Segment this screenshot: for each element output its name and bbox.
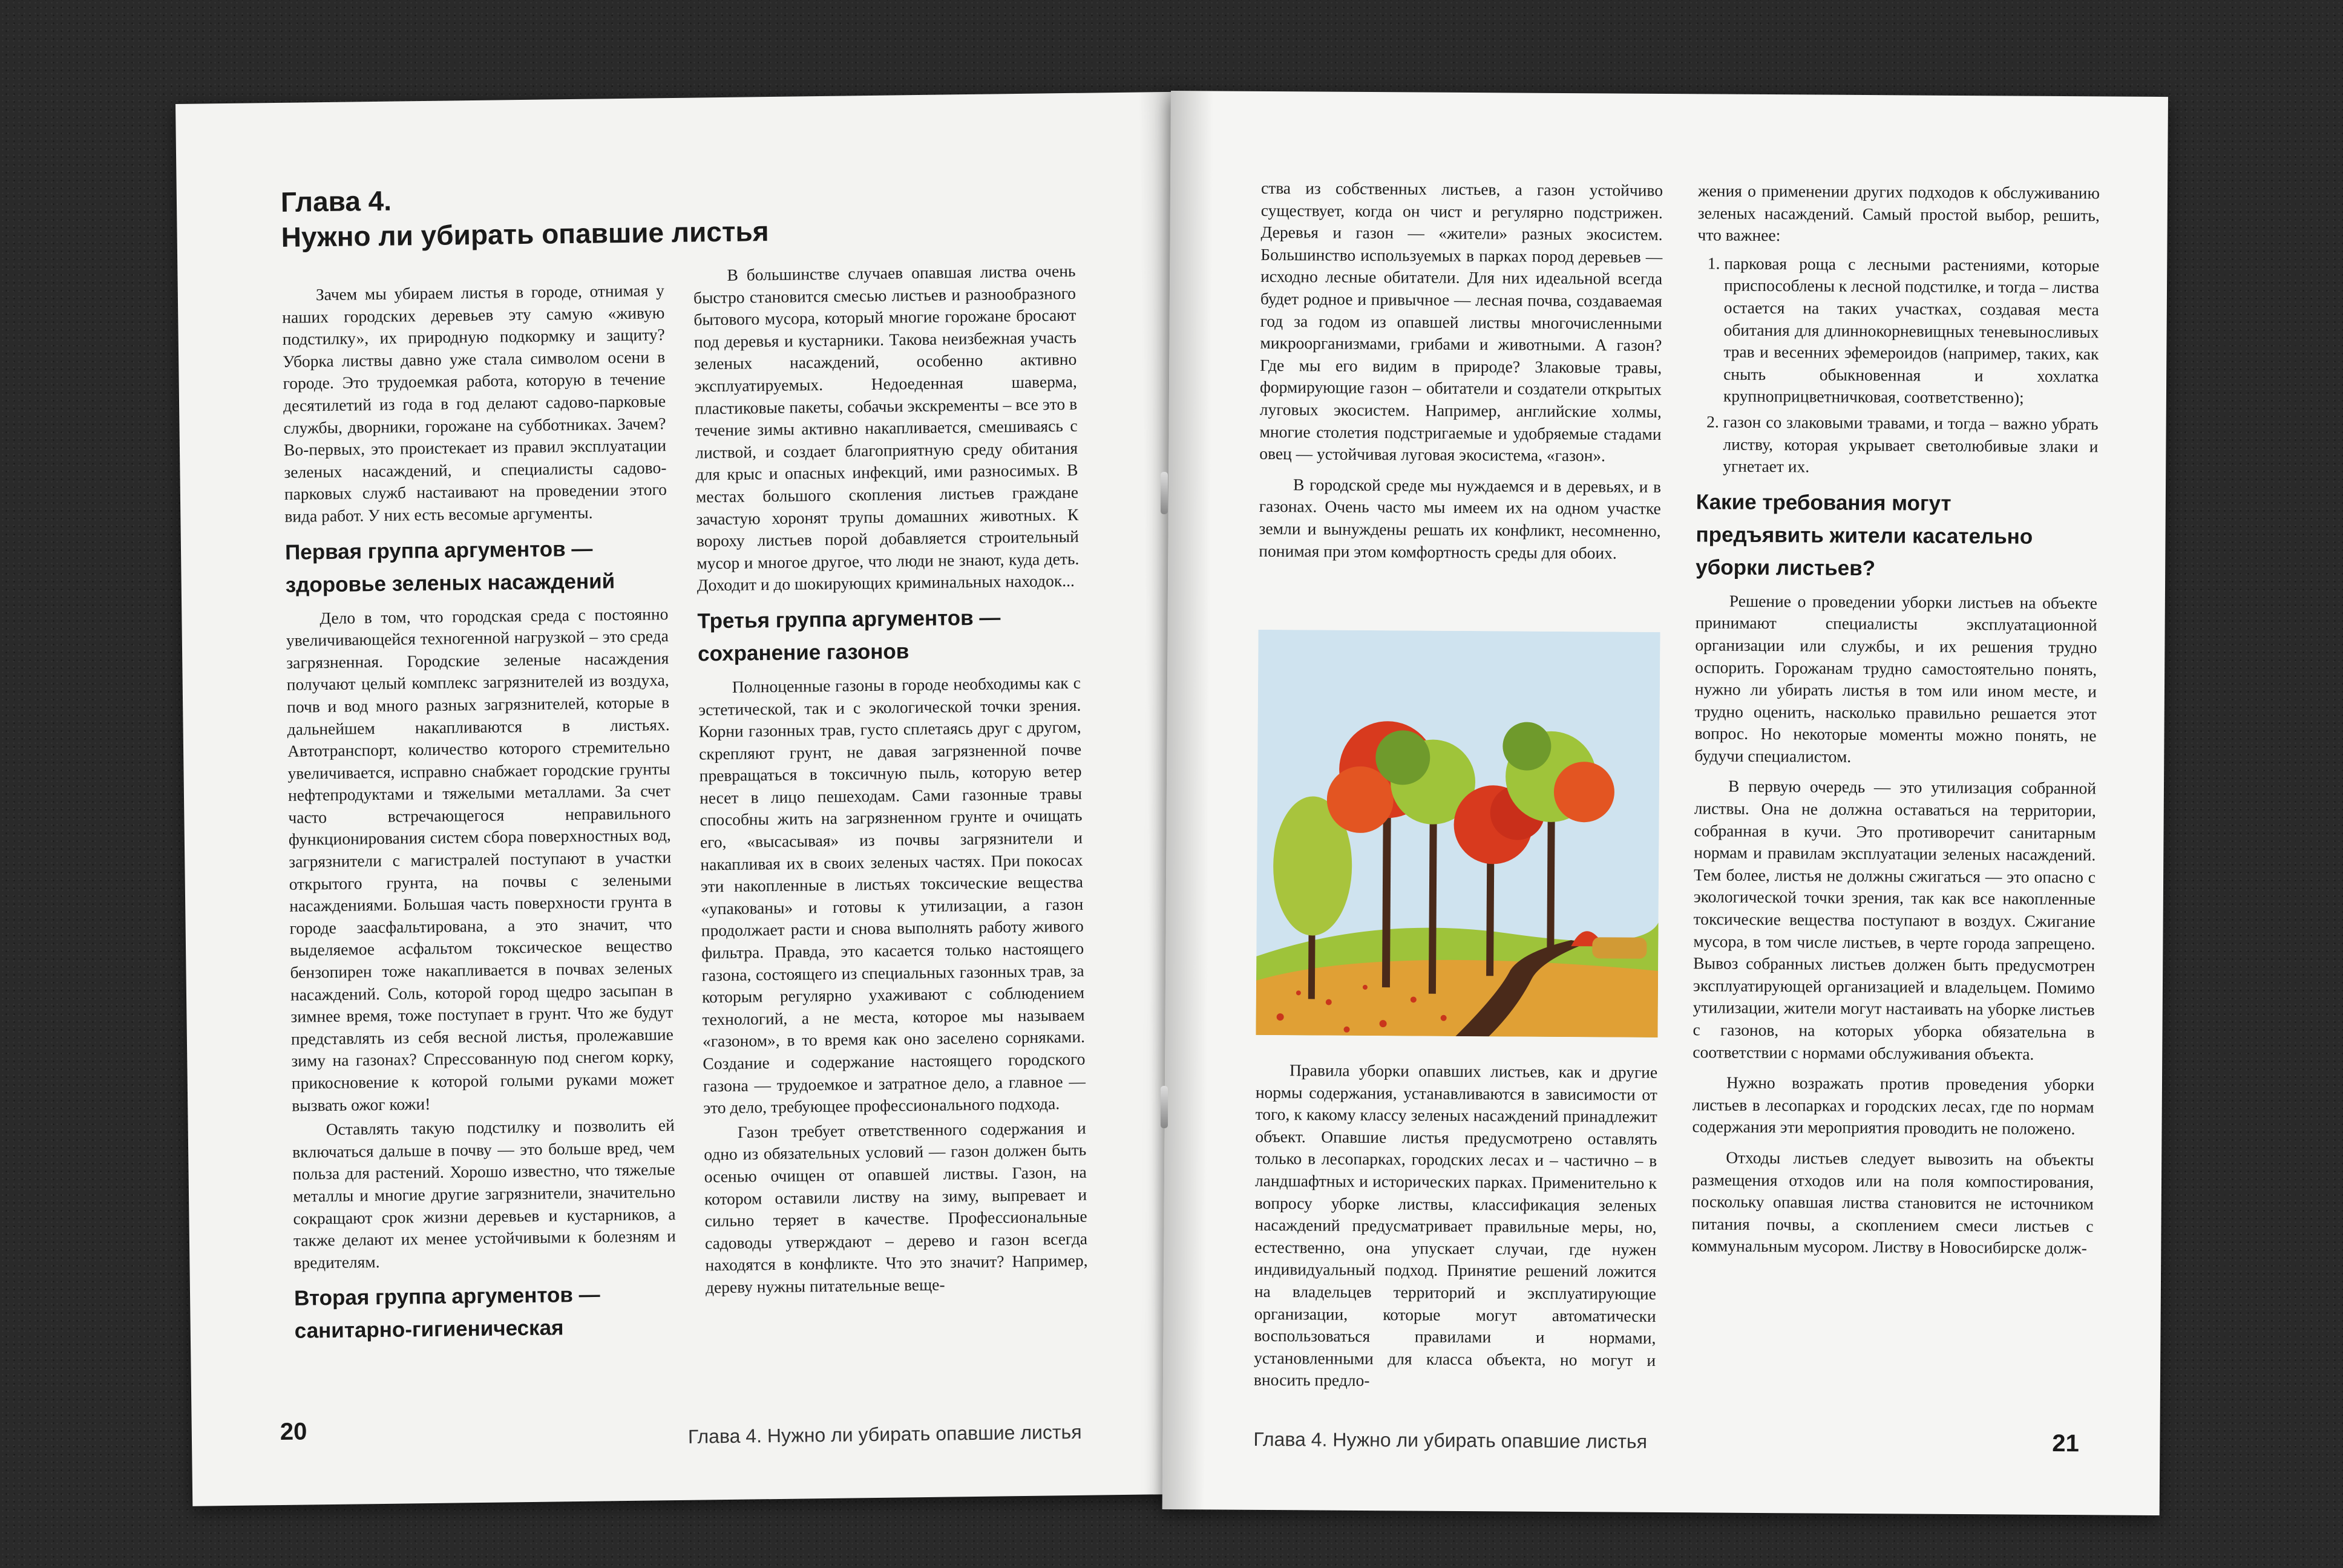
paragraph-mixture: В большинстве случаев опавшая листва очень быстро становится смесью листьев и разнообразного бытового мусора, который многие горожане бросают под деревья и кустарники. Такова неизбежная участь зеленых насаждений, особенно активно эксплуатируемых. Недоеденная шаверма, пластиковые пакеты, собачьи экскременты – все это в течение зимы активно накапливается, смешиваясь с листвой, и создает благоприятную среду обитания для крыс и опасных инфекций, ими разносимых. В местах большого скопления листьев граждане зачастую хоронят трупы домашних животных. К вороху листьев порой добавляется строительный мусор и многое другое, что люди не знают, куда деть. Доходит и до шокирующих криминальных находок... (693, 261, 1080, 595)
list-item: 1. парковая роща с лесными растениями, которые приспособлены к лесной подстилке, и тогда – листва остается на таких участках, создавая места обитания для длиннокорневищных теневыносливых трав и весенних эфемероидов (например, таких, как сныть обыкновенная и хохлатка крупноприцветничковая, соответственно); (1723, 252, 2100, 410)
autumn-park-illustration (1256, 630, 1660, 1037)
page-number: 20 (280, 1418, 307, 1446)
gutter-shadow (1162, 91, 1213, 1509)
chapter-title-line1: Глава 4. (280, 185, 392, 218)
section-heading-2: Вторая группа аргументов — санитарно-гигиеническая (293, 1282, 600, 1344)
paragraph-lawns: Полноценные газоны в городе необходимы как с эстетической, так и с экологической точки зрения. Корни газонных трав, густо сплетаясь друг с другом, скрепляют грунт, не давая загрязненной почве превращаться в токсичную пыль, которую ветер несет в лицо пешеходам. Сами газонные травы способны жить на загрязненном грунте и очищать его, «высасывая» из почвы загрязнители и накапливая их в своих зеленых частях. При покосах эти накопленные в листьях токсические вещества «упакованы» и готовы к утилизации, а газон продолжает расти и снова выполнять работу живого фильтра. Правда, это касается только настоящего газона, состоящего из специальных газонных трав, за которым регулярно ухаживают с соблюдением технологий, а не места, которое мы называем «газоном», в то время как оно заселено сорняками. Создание и содержание настоящего городского газона — трудоемкое и затратное дело, а главное — это дело, требующее профессионального подхода. (698, 673, 1086, 1117)
right-column-2 (1691, 180, 2100, 1259)
chapter-title-line2: Нужно ли убирать опавшие листья (281, 215, 769, 253)
left-page (175, 92, 1198, 1506)
paragraph-rules: Правила уборки опавших листьев, как и другие нормы содержания, устанавливаются в зависимости от того, к какому классу зеленых насаждений принадлежит объект. Опавшие листья предусмотрено оставлять только в лесопарках, городских лесах и – частично – в ландшафтных и исторических парках. Применительно к вопросу уборке листвы, классификация зеленых насаждений предусматривает правильные меры, но, естественно, она упускает случаи, где нужен индивидуальный подход. Принятие решений ложится на владельцев территорий и эксплуатирующие организации, которые могут автоматически воспользоваться правилами и нормами, установленными для класса объекта, но могут и вносить предло- (1253, 1060, 1658, 1390)
paragraph-intro: Зачем мы убираем листья в городе, отнимая у наших городских деревьев эту самую «живую подстилку», их природную подкормку и защиту? Уборка листвы давно уже стала символом осени в городе. Это трудоемкая работа, которую в течение десятилетий из года в год делают садово-парковые службы, дворники, горожане на субботниках. Зачем? Во-первых, это проистекает из правил эксплуатации зеленых насаждений, и специалисты садово-парковых служб настаивают на проведении этого вида работ. У них есть весомые аргументы. (282, 281, 667, 526)
running-head: Глава 4. Нужно ли убирать опавшие листья (1253, 1428, 1648, 1452)
section-heading-1: Первая группа аргументов — здоровье зеленых насаждений (284, 537, 615, 597)
left-column-1 (282, 279, 678, 1354)
section-heading-4: Какие требования могут предъявить жители касательно уборки листьев? (1696, 490, 2033, 580)
paragraph-continued-2: жения о применении других подходов к обслуживанию зеленых насаждений. Самый простой выбор, решить, что важнее: (1697, 181, 2100, 245)
right-column-1 (1259, 177, 1663, 564)
right-page (1162, 91, 2168, 1515)
paragraph-continued: ства из собственных листьев, а газон устойчиво существует, когда он чист и регулярно подстрижен. Деревья и газон — «жители» разных экосистем. Большинство используемых в парках пород деревьев — исходно лесные обитатели. Для них идеальной всегда будет родное и привычное — лесная почва, создаваемая год за годом из опавшей листвы многочисленными микроорганизмами, грибами и животными. А газон? Где мы его видим в природе? Злаковые травы, формирующие газон – обитатели и создатели открытых луговых экосистем. Например, английские холмы, многие столетия подстригаемые и удобряемые стадами овец — устойчивая луговая экосистема, «газон». (1259, 178, 1663, 465)
paragraph-care: Газон требует ответственного содержания и одно из обязательных условий — газон должен быть осенью очищен от опавшей листвы. Газон, на котором оставили листву на зиму, выпревает и сильно теряет в качестве. Профессиональные садоводы утверждают – дерево и газон всегда находятся в конфликте. Что это значит? Например, дереву нужны питательные веще- (704, 1118, 1088, 1297)
paragraph-disposal: В первую очередь — это утилизация собранной листвы. Она не должна оставаться на территории, собранная в кучи. Это противоречит санитарным нормам и правилам эксплуатации зеленых насаждений. Тем более, листья не должны сжигаться — это опасно с экологической точки зрения, так как все накопленные токсические вещества поступают в воздух. Сжигание мусора, в том числе листьев, в черте города запрещено. Вывоз собранных листьев должен быть предусмотрен эксплуатирующей организацией и владельцем. Помимо утилизации, жители могут настаивать на уборке листьев с газонов, на которых уборка обязательна в соответствии с нормами обслуживания объекта. (1693, 777, 2097, 1063)
section-heading-3: Третья группа аргументов — сохранение газонов (697, 606, 1001, 666)
list-item: 2. газон со злаковыми травами, и тогда – важно убрать листву, которая укрывает светолюбивые злаки и угнетает их. (1723, 411, 2099, 480)
chapter-title (281, 178, 769, 255)
paragraph-decision: Решение о проведении уборки листьев на объекте принимают специалисты эксплуатационной организации или службы, и их решения трудно оспорить. Горожанам трудно самостоятельно понять, нужно ли убирать листья в том или ином месте, и трудно оценить, насколько правильно решается этот вопрос. Но некоторые моменты можно понять, не будучи специалистом. (1694, 591, 2097, 766)
paragraph-object: Нужно возражать против проведения уборки листьев в лесопарках и городских лесах, где по нормам содержания эти мероприятия проводить не положено. (1692, 1073, 2095, 1138)
paragraph-waste: Отходы листьев следует вывозить на объекты размещения отходов или на поля компостирования, поскольку опавшая листва становится не источником питания почвы, а скоплением смеси листьев с коммунальным мусором. Листву в Новосибирске долж- (1691, 1148, 2094, 1258)
page-number: 21 (2052, 1429, 2080, 1457)
staple (1161, 1086, 1168, 1128)
paragraph-health: Дело в том, что городская среда с постоянно увеличивающейся техногенной нагрузкой – это среда загрязненная. Городские зеленые насаждения получают целый комплекс загрязнителей из воздуха, почв и вод много разных загрязнителей, которые в дальнейшем накапливаются в листьях. Автотранспорт, количество которого стремительно увеличивается, исправно снабжает городские грунты нефтепродуктами и тяжелыми металлами. За счет часто встречающегося неправильного функционирования систем сбора поверхностных вод, загрязнители с магистралей поступают в участки открытого грунта, на почвы с зелеными насаждениями. Большая часть поверхности грунта в городе заасфальтирована, а это значит, что выделяемое асфальтом токсическое вещество бензопирен тоже накапливается в почвах зеленых насаждений. Соль, которой город щедро засыпан в зимнее время, тоже поступает в грунт. Что же будут представлять из себя весной листья, пролежавшие зиму на газонах? Спрессованную под снегом корку, прикосновение к которой голыми руками может вызвать ожог кожи! (286, 604, 674, 1115)
running-head: Глава 4. Нужно ли убирать опавшие листья (687, 1420, 1082, 1448)
left-column-2 (693, 260, 1088, 1299)
choice-list (1696, 252, 2099, 480)
staple (1161, 472, 1168, 514)
paragraph-bedding: Оставлять такую подстилку и позволить ей включаться дальше в почву — это больше вред, чем польза для растений. Хорошо известно, что тяжелые металлы и многие другие загрязнители, значительно сокращают срок жизни деревьев и кустарников, а также делают их менее устойчивыми к болезням и вредителям. (292, 1116, 677, 1272)
paragraph-both: В городской среде мы нуждаемся и в деревьях, и в газонах. Очень часто мы имеем их на одном участке земли и вынуждены решать их конфликт, несомненно, понимая при этом комфортность среды для обоих. (1259, 474, 1662, 563)
right-column-1-lower (1254, 1059, 1657, 1394)
